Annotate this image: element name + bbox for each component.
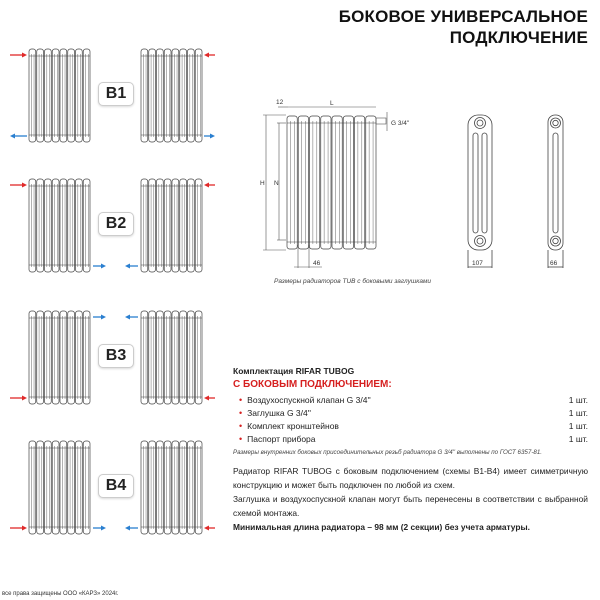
flow-arrow-icon xyxy=(10,526,27,531)
bullet-icon: • xyxy=(239,420,243,431)
scheme-label: B3 xyxy=(98,344,134,368)
radiator-side-view-wide xyxy=(468,115,563,268)
radiator-front-view xyxy=(287,116,376,249)
copyright: все права защищены ООО «КАРЗ» 2024г. xyxy=(2,591,119,597)
flow-arrow-icon xyxy=(93,526,138,531)
kit-item-name: Воздухоспускной клапан G 3/4'' xyxy=(247,394,371,405)
kit-item-name: Комплект кронштейнов xyxy=(247,420,339,431)
kit-item xyxy=(233,406,588,419)
page-title: БОКОВОЕ УНИВЕРСАЛЬНОЕ ПОДКЛЮЧЕНИЕ xyxy=(338,7,588,47)
dim-12: 12 xyxy=(276,99,284,106)
radiator-right xyxy=(141,311,202,404)
radiator-right xyxy=(141,49,202,142)
kit-note: Размеры внутренних боковых присоединительных резьб радиатора G 3/4'' выполнены по ГОСТ 6357-81. xyxy=(233,449,542,456)
flow-arrow-icon xyxy=(93,264,138,269)
radiator-right xyxy=(141,441,202,534)
description-min-length: Минимальная длина радиатора – 98 мм (2 секции) без учета арматуры. xyxy=(233,522,530,532)
flow-arrow-icon xyxy=(204,526,215,531)
scheme-b3 xyxy=(0,302,220,432)
bullet-icon: • xyxy=(239,433,243,444)
flow-arrow-icon xyxy=(93,315,138,320)
scheme-label: B1 xyxy=(98,82,134,106)
description-paragraph: Заглушка и воздухоспускной клапан могут быть перенесены в соответствии с выбранной схемой монтажа. xyxy=(233,494,588,518)
flow-arrow-icon xyxy=(204,183,215,188)
bullet-icon: • xyxy=(239,394,243,405)
dim-h: H xyxy=(260,180,265,187)
flow-arrow-icon xyxy=(10,53,27,58)
kit-item xyxy=(233,432,588,445)
dim-n: N xyxy=(274,180,279,187)
bullet-icon: • xyxy=(239,407,243,418)
kit-item-qty: 1 шт. xyxy=(568,420,588,431)
scheme-label: B4 xyxy=(98,474,134,498)
scheme-b2 xyxy=(0,170,220,300)
radiator-left xyxy=(29,311,90,404)
dimension-drawing xyxy=(250,95,600,290)
scheme-b4 xyxy=(0,432,220,562)
radiator-left xyxy=(29,49,90,142)
kit-item-name: Заглушка G 3/4'' xyxy=(247,407,311,418)
flow-arrow-icon xyxy=(204,134,215,139)
flow-arrow-icon xyxy=(10,183,27,188)
dim-46: 46 xyxy=(313,260,321,267)
kit-section xyxy=(233,366,588,456)
kit-subheading: С БОКОВЫМ ПОДКЛЮЧЕНИЕМ: xyxy=(233,379,392,390)
drawing-caption: Размеры радиаторов TUB с боковыми заглушками xyxy=(274,278,432,285)
description xyxy=(233,464,588,534)
dim-107: 107 xyxy=(472,260,483,267)
flow-arrow-icon xyxy=(204,53,215,58)
kit-item-qty: 1 шт. xyxy=(568,394,588,405)
scheme-b1 xyxy=(0,40,220,170)
flow-arrow-icon xyxy=(10,396,27,401)
kit-item xyxy=(233,419,588,432)
thread-size: G 3/4'' xyxy=(391,120,410,127)
kit-item xyxy=(233,393,588,406)
flow-arrow-icon xyxy=(204,396,215,401)
kit-item-qty: 1 шт. xyxy=(568,433,588,444)
kit-item-qty: 1 шт. xyxy=(568,407,588,418)
description-paragraph: Радиатор RIFAR TUBOG с боковым подключением (схемы В1-В4) имеет симметричную конструкцию и может быть подключен по любой из схем. xyxy=(233,466,588,490)
flow-arrow-icon xyxy=(10,134,27,139)
kit-heading: Комплектация RIFAR TUBOG xyxy=(233,366,355,376)
kit-item-name: Паспорт прибора xyxy=(247,433,316,444)
dim-l: L xyxy=(330,100,334,107)
radiator-left xyxy=(29,441,90,534)
dim-66: 66 xyxy=(550,260,558,267)
radiator-right xyxy=(141,179,202,272)
scheme-label: B2 xyxy=(98,212,134,236)
radiator-left xyxy=(29,179,90,272)
